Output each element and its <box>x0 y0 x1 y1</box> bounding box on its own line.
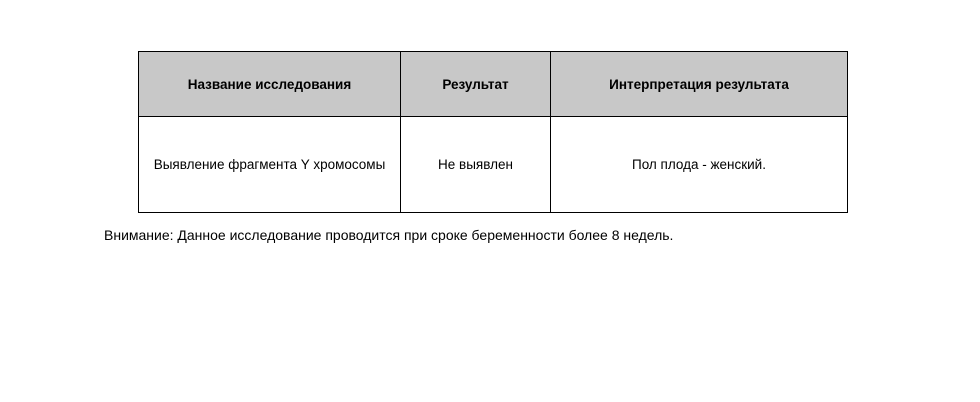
header-result: Результат <box>401 52 551 117</box>
header-test-name: Название исследования <box>139 52 401 117</box>
cell-result: Не выявлен <box>401 117 551 213</box>
attention-note: Внимание: Данное исследование проводится при сроке беременности более 8 недель. <box>104 227 674 243</box>
results-table <box>138 51 848 213</box>
header-interpretation: Интерпретация результата <box>551 52 848 117</box>
cell-test-name: Выявление фрагмента Y хромосомы <box>139 117 401 213</box>
table-header-row <box>139 52 848 117</box>
cell-interpretation: Пол плода - женский. <box>551 117 848 213</box>
table-row <box>139 117 848 213</box>
